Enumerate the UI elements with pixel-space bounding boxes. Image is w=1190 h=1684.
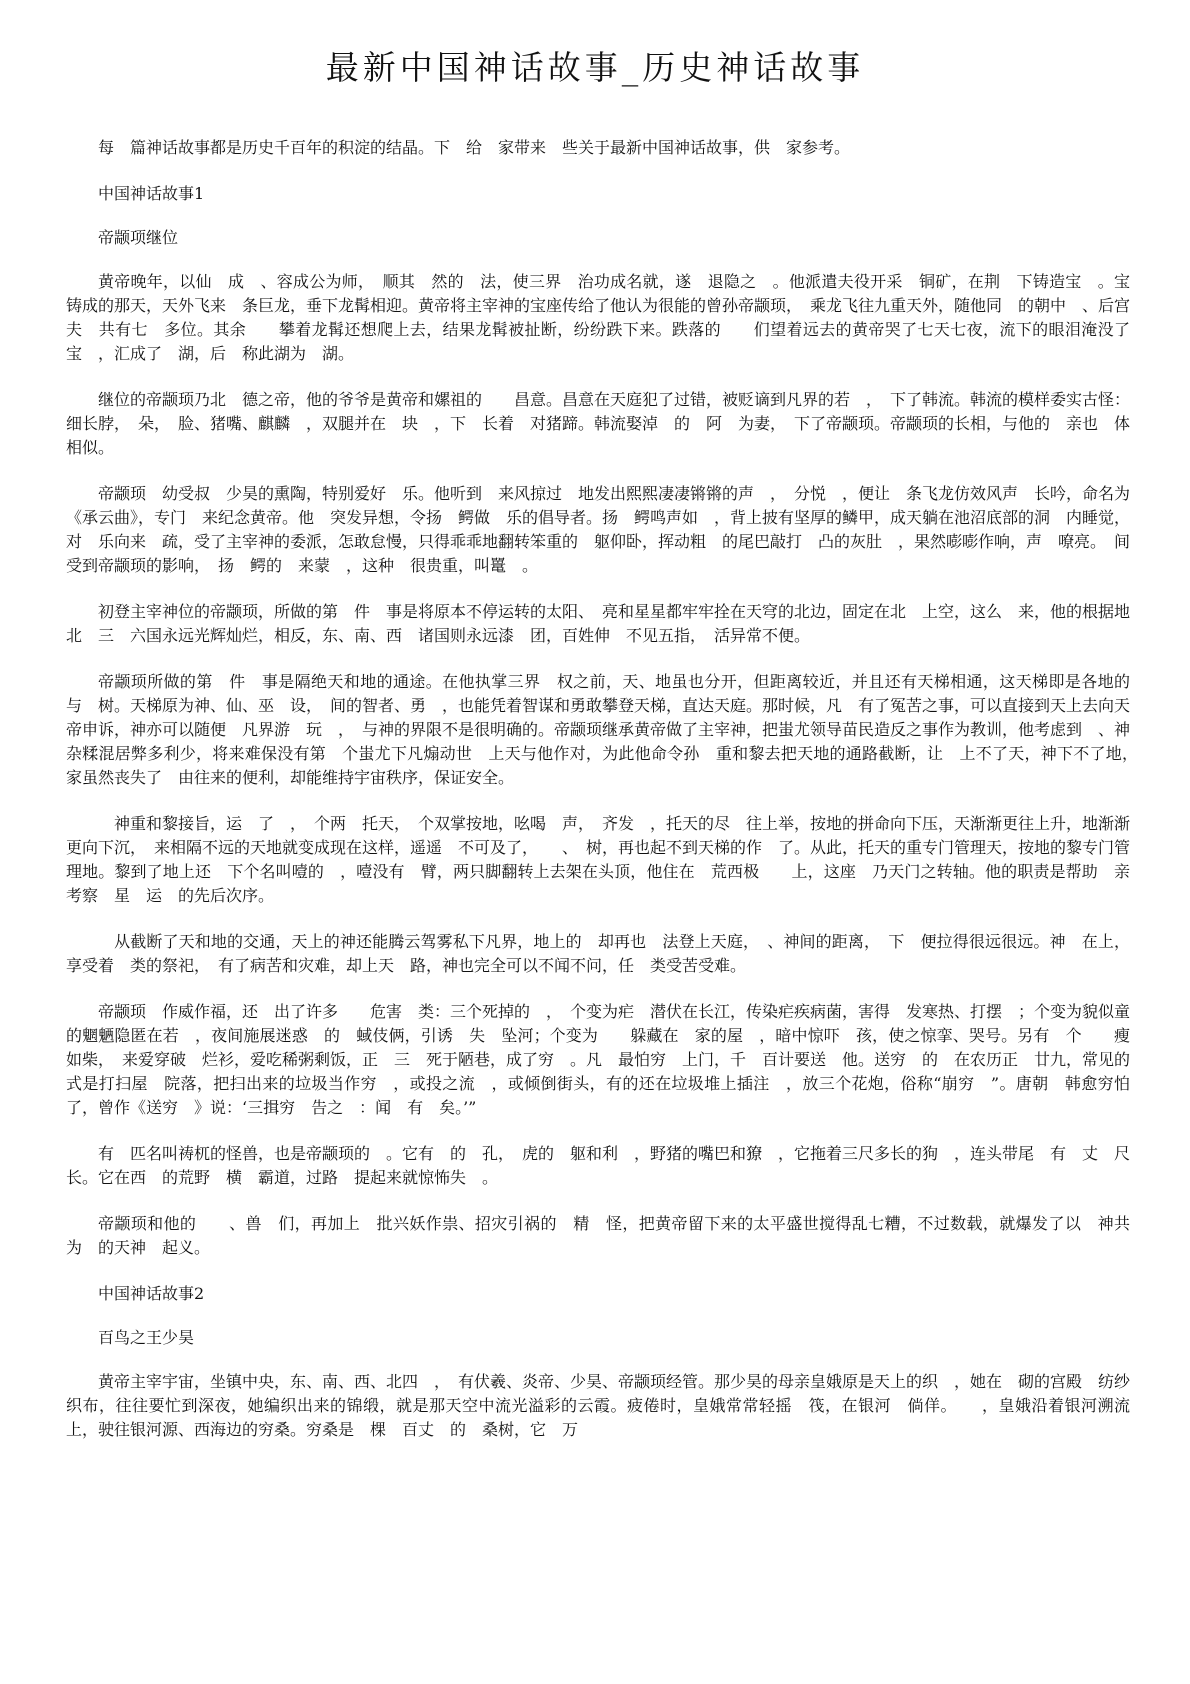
document-title: 最新中国神话故事_历史神话故事 <box>325 48 865 87</box>
paragraph: 黄帝主宰宇宙，坐镇中央，东、南、西、北四 ， 有伏羲、炎帝、少昊、帝颛顼经管。那少昊的母亲皇娥原是天上的织 ，她在 砌的宫殿 纺纱织布，往往要忙到深夜，她编织出来的锦缎，就是那天空中流光溢彩的云霞。疲倦时，皇娥常常轻摇 筏，在银河 倘佯。 ，皇娥沿着银河溯流 上，驶往银河源、西海边的穷桑。穷桑是 棵 百丈 的 桑树，它 万 <box>66 1372 1147 1439</box>
paragraph: 每 篇神话故事都是历史千百年的积淀的结晶。下 给 家带来 些关于最新中国神话故事，供 家参考。 <box>98 138 851 157</box>
paragraph: 帝颛顼 作威作福，还 出了许多 危害 类：三个死掉的 ， 个变为疟 潜伏在长江，传染疟疾病菌，害得 发寒热、打摆 ；个变为貌似童 的魍魉隐匿在若 ，夜间施展迷惑 的 蜮伎俩，引诱 失 坠河；个变为 躲藏在 家的屋 ，暗中惊吓 孩，使之惊挛、哭号。另有 个 瘦如柴， 来爱穿破 烂衫，爱吃稀粥剩饭，正 三 死于陋巷，成了穷 。凡 最怕穷 上门，千 百计要送 他。送穷 的 在农历正 廿九，常见的 式是打扫屋 院落，把扫出来的垃圾当作穷 ，或投之流 ，或倾倒街头，有的还在垃圾堆上插注 ，放三个花炮，俗称“崩穷 ”。唐朝 韩愈穷怕了，曾作《送穷 》说：‘三揖穷 告之 ：闻 有 矣。’” <box>66 1002 1147 1117</box>
paragraph: 帝颛顼 幼受叔 少昊的熏陶，特别爱好 乐。他听到 来风掠过 地发出熙熙凄凄锵锵的声 ， 分悦 ，便让 条飞龙仿效风声 长吟，命名为《承云曲》，专门 来纪念黄帝。他 突发异想，令扬 鳄做 乐的倡导者。扬 鳄鸣声如 ，背上披有坚厚的鳞甲，成天躺在池沼底部的洞 内睡觉，对 乐向来 疏，受了主宰神的委派，怎敢怠慢，只得乖乖地翻转笨重的 躯仰卧，挥动粗 的尾巴敲打 凸的灰肚 ，果然嘭嘭作响，声 嘹亮。 间受到帝颛顼的影响， 扬 鳄的 来蒙 ，这种 很贵重，叫鼍 。 <box>66 484 1131 575</box>
paragraph: 从截断了天和地的交通，天上的神还能腾云驾雾私下凡界，地上的 却再也 法登上天庭， 、神间的距离， 下 便拉得很远很远。神 在上，享受着 类的祭祀， 有了病苦和灾难，却上天 路，神也完全可以不闻不问，任 类受苦受难。 <box>66 932 1130 975</box>
paragraph: 帝颛顼和他的 、兽 们，再加上 批兴妖作祟、招灾引祸的 精 怪，把黄帝留下来的太平盛世搅得乱七糟，不过数载，就爆发了以 神共 为 的天神 起义。 <box>66 1214 1147 1257</box>
paragraph: 初登主宰神位的帝颛顼，所做的第 件 事是将原本不停运转的太阳、 亮和星星都牢牢拴在天穹的北边，固定在北 上空，这么 来，他的根据地北 三 六国永远光辉灿烂，相反，东、南、西 诸国则永远漆 团，百姓伸 不见五指， 活异常不便。 <box>66 602 1131 645</box>
paragraph: 黄帝晚年，以仙 成 、容成公为师， 顺其 然的 法，使三界 治功成名就，遂 退隐之 。他派遣夫役开采 铜矿，在荆 下铸造宝 。宝 铸成的那天，天外飞来 条巨龙，垂下龙髯相迎。黄帝将主宰神的宝座传给了他认为很能的曾孙帝颛顼， 乘龙飞往九重天外，随他同 的朝中 、后宫夫 共有七 多位。其余 攀着龙髯还想爬上去，结果龙髯被扯断，纷纷跌下来。跌落的 们望着远去的黄帝哭了七天七夜，流下的眼泪淹没了宝 ，汇成了 湖，后 称此湖为 湖。 <box>66 272 1147 363</box>
paragraph: 帝颛顼所做的第 件 事是隔绝天和地的通途。在他执掌三界 权之前，天、地虽也分开，但距离较近，并且还有天梯相通，这天梯即是各地的 与 树。天梯原为神、仙、巫 设， 间的智者、勇 ，也能凭着智谋和勇敢攀登天梯，直达天庭。那时候，凡 有了冤苦之事，可以直接到天上去向天帝申诉，神亦可以随便 凡界游 玩 ， 与神的界限不是很明确的。帝颛顼继承黄帝做了主宰神，把蚩尤领导苗民造反之事作为教训，他考虑到 、神杂糅混居弊多利少，将来难保没有第 个蚩尤下凡煽动世 上天与他作对，为此他命令孙 重和黎去把天地的通路截断，让 上不了天，神下不了地， 家虽然丧失了 由往来的便利，却能维持宇宙秩序，保证安全。 <box>66 672 1163 787</box>
section-heading: 中国神话故事2 <box>98 1284 205 1303</box>
paragraph: 有 匹名叫祷杌的怪兽，也是帝颛顼的 。它有 的 孔， 虎的 躯和利 ，野猪的嘴巴和獠 ，它拖着三尺多长的狗 ，连头带尾 有 丈 尺长。它在西 的荒野 横 霸道，过路 提起来就惊怖失 。 <box>66 1144 1131 1187</box>
paragraph: 神重和黎接旨，运 了 ， 个两 托天， 个双掌按地，吆喝 声， 齐发 ，托天的尽 往上举，按地的拼命向下压，天渐渐更往上升，地渐渐更向下沉， 来相隔不远的天地就变成现在这样，遥遥 不可及了， 、 树，再也起不到天梯的作 了。从此，托天的重专门管理天，按地的黎专门管理地。黎到了地上还 下个名叫噎的 ，噎没有 臂，两只脚翻转上去架在头顶，他住在 荒西极 上，这座 乃天门之转轴。他的职责是帮助 亲考察 星 运 的先后次序。 <box>66 814 1131 905</box>
section-heading: 中国神话故事1 <box>98 184 205 203</box>
paragraph: 继位的帝颛顼乃北 德之帝，他的爷爷是黄帝和嫘祖的 昌意。昌意在天庭犯了过错，被贬谪到凡界的若 ， 下了韩流。韩流的模样委实古怪：细长脖， 朵， 脸、猪嘴、麒麟 ，双腿并在 块 ，下 长着 对猪蹄。韩流娶淖 的 阿 为妻， 下了帝颛顼。帝颛顼的长相，与他的 亲也 体相似。 <box>66 390 1131 457</box>
section-heading: 百鸟之王少昊 <box>98 1328 195 1347</box>
document-body <box>66 136 1163 1464</box>
section-heading: 帝颛项继位 <box>98 228 179 247</box>
